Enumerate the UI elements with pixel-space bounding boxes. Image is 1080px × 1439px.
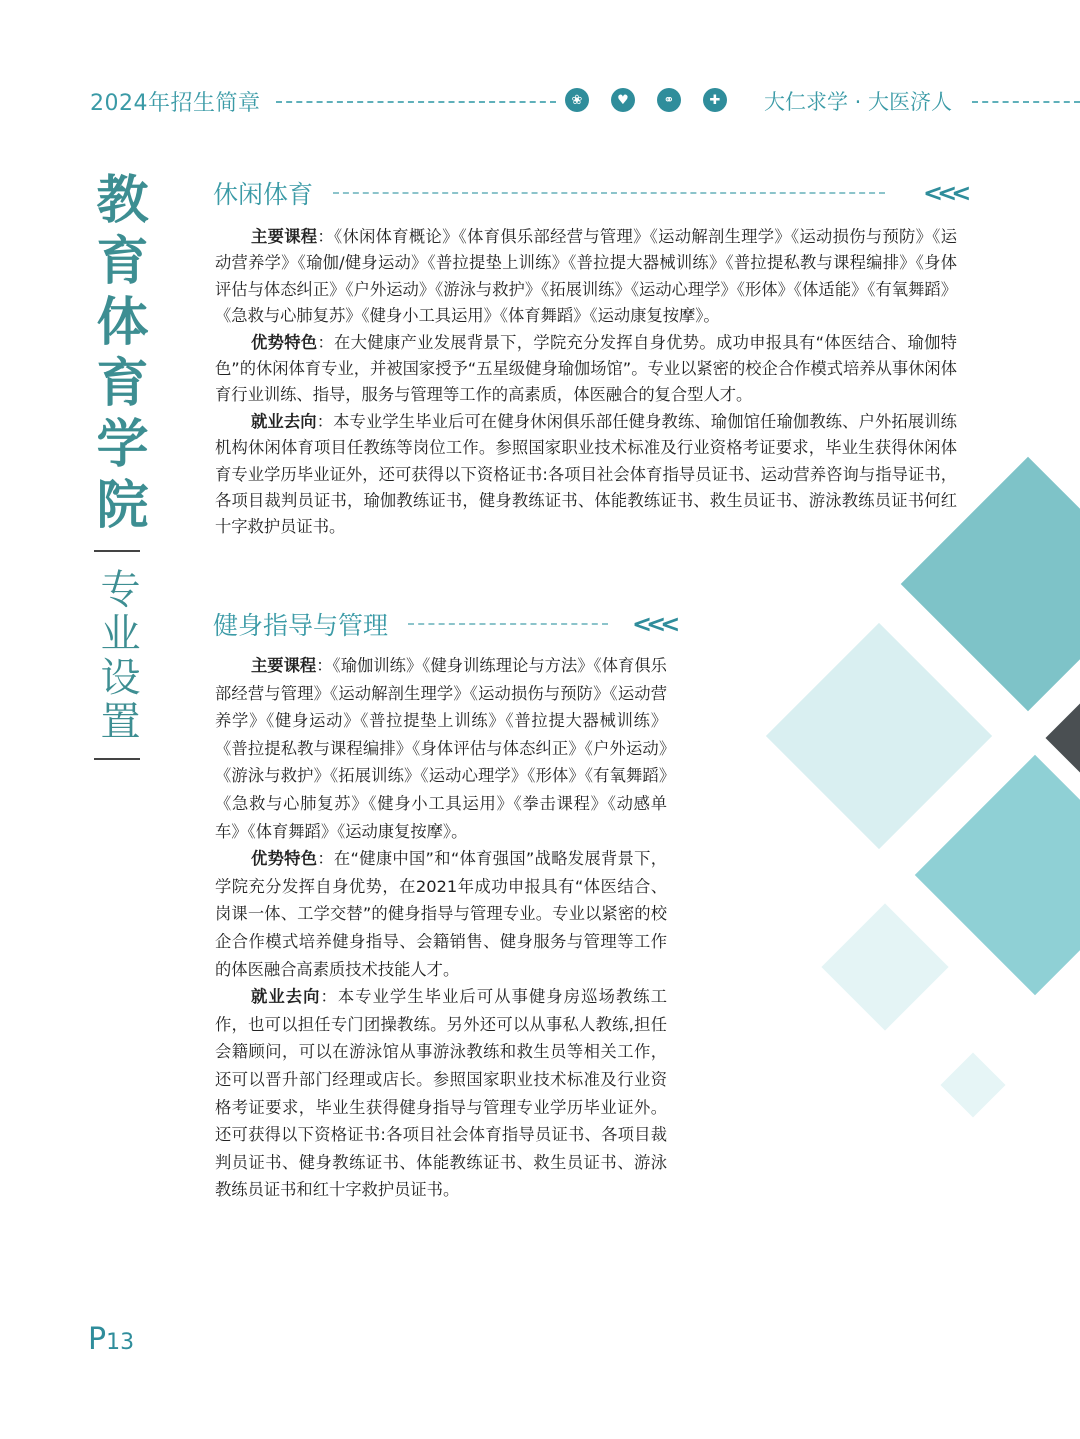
page-prefix: P xyxy=(88,1322,107,1357)
section-title: 休闲体育 xyxy=(213,180,314,209)
paragraph-label: 优势特色 xyxy=(251,849,318,869)
paragraph-employment: 就业去向：本专业学生毕业后可从事健身房巡场教练工作，也可以担任专门团操教练。另外还可以从事私人教练,担任会籍顾问，可以在游泳馆从事游泳教练和救生员等相关工作，还可以晋升部门经理或店长。参照国家职业技术标准及行业资格考证要求，毕业生获得健身指导与管理专业学历毕业证外。还可获得以下资格证书:各项目社会体育指导员证书、各项目裁判员证书、健身教练证书、体能教练证书、救生员证书、游泳教练员证书和红十字救护员证书。 xyxy=(215,987,667,1200)
paragraph-label: 就业去向 xyxy=(251,411,317,431)
paragraph-advantages: 优势特色：在“健康中国”和“体育强国”战略发展背景下，学院充分发挥自身优势，在2021年成功申报具有“体医结合、岗课一体、工学交替”的健身指导与管理专业。专业以紧密的校企合作模式培养健身指导、会籍销售、健身服务与管理等工作的体医融合高素质技术技能人才。 xyxy=(215,849,667,979)
section-body-leisure-sports xyxy=(215,224,957,541)
page-number xyxy=(88,1322,134,1357)
side-title-divider xyxy=(94,550,140,552)
paragraph-text: 本专业学生毕业后可从事健身房巡场教练工作，也可以担任专门团操教练。另外还可以从事私人教练,担任会籍顾问，可以在游泳馆从事游泳教练和救生员等相关工作，还可以晋升部门经理或店长。参照国家职业技术标准及行业资格考证要求，毕业生获得健身指导与管理专业学历毕业证外。还可获得以下资格证书:各项目社会体育指导员证书、各项目裁判员证书、健身教练证书、体能教练证书、救生员证书、游泳教练员证书和红十字救护员证书。 xyxy=(215,987,667,1200)
section-subtitle: 专业设置 xyxy=(94,568,140,744)
paragraph-text: 本专业学生毕业后可在健身休闲俱乐部任健身教练、瑜伽馆任瑜伽教练、户外拓展训练机构休闲体育项目任教练等岗位工作。参照国家职业技术标准及行业资格考证要求，毕业生获得休闲体育专业学历毕业证外，还可获得以下资格证书:各项目社会体育指导员证书、运动营养咨询与指导证书，各项目裁判员证书，瑜伽教练证书，健身教练证书、体能教练证书、救生员证书、游泳教练员证书何红十字救护员证书。 xyxy=(215,411,957,537)
paragraph-courses: 主要课程：《瑜伽训练》《健身训练理论与方法》《体育俱乐部经营与管理》《运动解剖生理学》《运动损伤与预防》《运动营养学》《健身运动》《普拉提垫上训练》《普拉提大器械训练》《普拉提私教与课程编排》《身体评估与体态纠正》《户外运动》《游泳与救护》《拓展训练》《运动心理学》《形体》《有氧舞蹈》《急救与心肺复苏》《健身小工具运用》《拳击课程》《动感单车》《体育舞蹈》《运动康复按摩》。 xyxy=(215,656,667,841)
chevron-left-icon: <<< xyxy=(923,179,966,207)
section-divider xyxy=(408,623,608,625)
header-icon-group xyxy=(565,88,727,112)
header-divider-left xyxy=(276,101,556,103)
side-title xyxy=(82,172,152,760)
section-heading-leisure-sports xyxy=(213,175,965,211)
paragraph-label: 就业去向 xyxy=(251,987,321,1007)
section-heading-fitness-guidance xyxy=(213,606,674,642)
school-motto: 大仁求学 · 大医济人 xyxy=(764,90,953,114)
paragraph-courses: 主要课程：《休闲体育概论》《体育俱乐部经营与管理》《运动解剖生理学》《运动损伤与预防》《运动营养学》《瑜伽/健身运动》《普拉提垫上训练》《普拉提大器械训练》《普拉提私教与课程编排》《身体评估与体态纠正》《户外运动》《游泳与救护》《拓展训练》《运动心理学》《形体》《体适能》《有氧舞蹈》《急救与心肺复苏》《健身小工具运用》《体育舞蹈》《运动康复按摩》。 xyxy=(215,227,957,326)
side-title-divider-bottom xyxy=(94,758,140,760)
section-divider xyxy=(333,192,885,194)
section-title: 健身指导与管理 xyxy=(213,611,389,640)
stethoscope-icon: ⚭ xyxy=(657,88,681,112)
paragraph-label: 主要课程 xyxy=(251,227,318,246)
paragraph-label: 主要课程 xyxy=(251,656,317,675)
brochure-title: 2024年招生简章 xyxy=(90,91,261,116)
page-header xyxy=(0,80,1080,124)
deco-diamond-light-large xyxy=(766,623,992,849)
medical-cross-icon: ✚ xyxy=(703,88,727,112)
paragraph-advantages: 优势特色：在大健康产业发展背景下，学院充分发挥自身优势。成功申报具有“体医结合、瑜伽特色”的休闲体育专业，并被国家授予“五星级健身瑜伽场馆”。专业以紧密的校企合作模式培养从事休闲体育行业训练、指导，服务与管理等工作的高素质，体医融合的复合型人才。 xyxy=(215,332,957,405)
paragraph-text: 在“健康中国”和“体育强国”战略发展背景下，学院充分发挥自身优势，在2021年成功申报具有“体医结合、岗课一体、工学交替”的健身指导与管理专业。专业以紧密的校企合作模式培养健身指导、会籍销售、健身服务与管理等工作的体医融合高素质技术技能人才。 xyxy=(215,849,667,979)
heart-pulse-icon: ♥ xyxy=(611,88,635,112)
lung-icon: ❀ xyxy=(565,88,589,112)
header-divider-right xyxy=(972,101,1080,103)
deco-diamond-small-1 xyxy=(821,903,948,1030)
college-name: 教育体育学院 xyxy=(87,172,148,538)
page-number-value: 13 xyxy=(106,1330,135,1355)
paragraph-employment: 就业去向：本专业学生毕业后可在健身休闲俱乐部任健身教练、瑜伽馆任瑜伽教练、户外拓展训练机构休闲体育项目任教练等岗位工作。参照国家职业技术标准及行业资格考证要求，毕业生获得休闲体育专业学历毕业证外，还可获得以下资格证书:各项目社会体育指导员证书、运动营养咨询与指导证书，各项目裁判员证书，瑜伽教练证书，健身教练证书、体能教练证书、救生员证书、游泳教练员证书何红十字救护员证书。 xyxy=(215,411,957,537)
paragraph-text: 《休闲体育概论》《体育俱乐部经营与管理》《运动解剖生理学》《运动损伤与预防》《运动营养学》《瑜伽/健身运动》《普拉提垫上训练》《普拉提大器械训练》《普拉提私教与课程编排》《身体评估与体态纠正》《户外运动》《游泳与救护》《拓展训练》《运动心理学》《形体》《体适能》《有氧舞蹈》《急救与心肺复苏》《健身小工具运用》《体育舞蹈》《运动康复按摩》。 xyxy=(215,227,957,326)
paragraph-label: 优势特色 xyxy=(251,332,318,352)
paragraph-text: 《瑜伽训练》《健身训练理论与方法》《体育俱乐部经营与管理》《运动解剖生理学》《运动损伤与预防》《运动营养学》《健身运动》《普拉提垫上训练》《普拉提大器械训练》《普拉提私教与课程编排》《身体评估与体态纠正》《户外运动》《游泳与救护》《拓展训练》《运动心理学》《形体》《有氧舞蹈》《急救与心肺复苏》《健身小工具运用》《拳击课程》《动感单车》《体育舞蹈》《运动康复按摩》。 xyxy=(215,656,667,841)
paragraph-text: 在大健康产业发展背景下，学院充分发挥自身优势。成功申报具有“体医结合、瑜伽特色”的休闲体育专业，并被国家授予“五星级健身瑜伽场馆”。专业以紧密的校企合作模式培养从事休闲体育行业训练、指导，服务与管理等工作的高素质，体医融合的复合型人才。 xyxy=(215,332,957,405)
chevron-left-icon: <<< xyxy=(632,610,675,638)
deco-diamond-small-2 xyxy=(940,1052,1005,1117)
section-body-fitness-guidance xyxy=(215,652,667,1204)
